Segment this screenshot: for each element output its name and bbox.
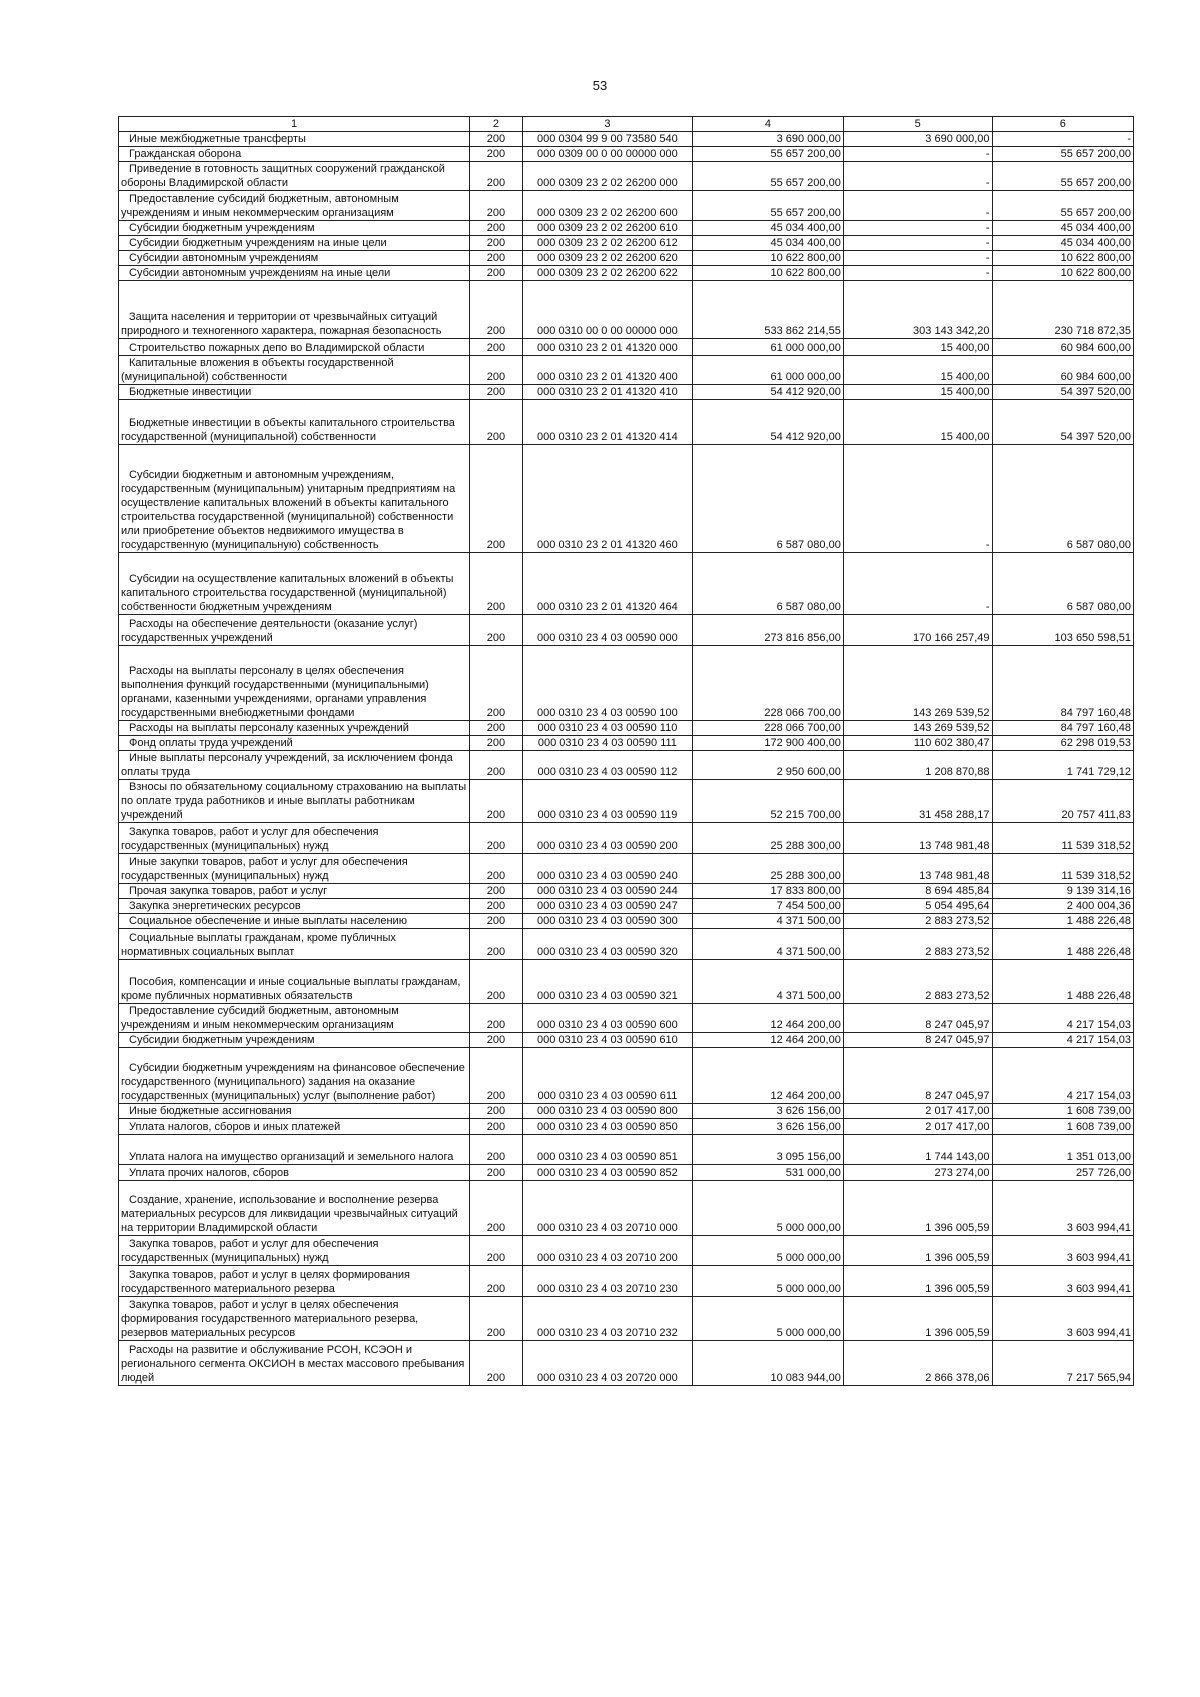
row-code-cell: 000 0310 23 4 03 00590 000 bbox=[522, 615, 692, 646]
row-grbs-cell: 200 bbox=[470, 445, 523, 553]
table-row bbox=[119, 721, 1134, 736]
row-col6-cell: 84 797 160,48 bbox=[992, 646, 1133, 721]
row-grbs-cell: 200 bbox=[470, 236, 523, 251]
row-col6-cell: 3 603 994,41 bbox=[992, 1181, 1133, 1236]
row-name-cell: Иные бюджетные ассигнования bbox=[119, 1104, 470, 1119]
row-code-cell: 000 0310 00 0 00 00000 000 bbox=[522, 281, 692, 339]
row-col4-cell: 2 950 600,00 bbox=[693, 751, 844, 780]
row-col6-cell: 1 488 226,48 bbox=[992, 929, 1133, 960]
row-col5-cell: 2 866 378,06 bbox=[843, 1341, 992, 1386]
row-code-cell: 000 0310 23 2 01 41320 464 bbox=[522, 553, 692, 615]
table-body bbox=[119, 132, 1134, 1386]
row-name-cell: Субсидии бюджетным учреждениям на иные цели bbox=[119, 236, 470, 251]
table-row bbox=[119, 553, 1134, 615]
row-col4-cell: 12 464 200,00 bbox=[693, 1048, 844, 1104]
row-name-cell: Бюджетные инвестиции в объекты капитального строительства государственной (муниципальной) собственности bbox=[119, 400, 470, 445]
row-col5-cell: - bbox=[843, 553, 992, 615]
row-name-cell: Фонд оплаты труда учреждений bbox=[119, 736, 470, 751]
row-col4-cell: 5 000 000,00 bbox=[693, 1236, 844, 1266]
row-name-cell: Закупка товаров, работ и услуг для обеспечения государственных (муниципальных) нужд bbox=[119, 823, 470, 854]
row-col5-cell: - bbox=[843, 251, 992, 266]
row-col6-cell: 2 400 004,36 bbox=[992, 899, 1133, 914]
row-col4-cell: 54 412 920,00 bbox=[693, 400, 844, 445]
row-name-cell: Расходы на выплаты персоналу в целях обеспечения выполнения функций государственными (муниципальными) органами, казенными учреждениями, органами управления государственными внебюджетными фондами bbox=[119, 646, 470, 721]
row-name-cell: Социальное обеспечение и иные выплаты населению bbox=[119, 914, 470, 929]
table-row bbox=[119, 385, 1134, 400]
row-code-cell: 000 0310 23 4 03 00590 320 bbox=[522, 929, 692, 960]
row-col5-cell: - bbox=[843, 445, 992, 553]
row-col4-cell: 55 657 200,00 bbox=[693, 147, 844, 162]
row-code-cell: 000 0310 23 4 03 00590 119 bbox=[522, 780, 692, 823]
row-code-cell: 000 0310 23 4 03 20710 230 bbox=[522, 1266, 692, 1297]
row-code-cell: 000 0309 23 2 02 26200 610 bbox=[522, 221, 692, 236]
row-name-cell: Иные закупки товаров, работ и услуг для обеспечения государственных (муниципальных) нужд bbox=[119, 854, 470, 884]
row-grbs-cell: 200 bbox=[470, 1104, 523, 1119]
row-code-cell: 000 0310 23 4 03 00590 110 bbox=[522, 721, 692, 736]
row-grbs-cell: 200 bbox=[470, 132, 523, 147]
row-col4-cell: 10 083 944,00 bbox=[693, 1341, 844, 1386]
row-col4-cell: 25 288 300,00 bbox=[693, 823, 844, 854]
row-name-cell: Уплата налогов, сборов и иных платежей bbox=[119, 1119, 470, 1135]
row-name-cell: Предоставление субсидий бюджетным, автономным учреждениям и иным некоммерческим организациям bbox=[119, 191, 470, 221]
row-col4-cell: 4 371 500,00 bbox=[693, 914, 844, 929]
row-name-cell: Расходы на выплаты персоналу казенных учреждений bbox=[119, 721, 470, 736]
row-code-cell: 000 0310 23 4 03 00590 111 bbox=[522, 736, 692, 751]
row-col5-cell: 2 883 273,52 bbox=[843, 929, 992, 960]
row-col5-cell: 143 269 539,52 bbox=[843, 646, 992, 721]
row-code-cell: 000 0310 23 4 03 00590 851 bbox=[522, 1135, 692, 1165]
row-name-cell: Уплата налога на имущество организаций и земельного налога bbox=[119, 1135, 470, 1165]
row-grbs-cell: 200 bbox=[470, 1266, 523, 1297]
row-col4-cell: 12 464 200,00 bbox=[693, 1033, 844, 1048]
row-col6-cell: 1 741 729,12 bbox=[992, 751, 1133, 780]
row-code-cell: 000 0310 23 4 03 00590 247 bbox=[522, 899, 692, 914]
row-name-cell: Приведение в готовность защитных сооружений гражданской обороны Владимирской области bbox=[119, 162, 470, 191]
row-grbs-cell: 200 bbox=[470, 1181, 523, 1236]
row-code-cell: 000 0309 23 2 02 26200 600 bbox=[522, 191, 692, 221]
table-row bbox=[119, 1266, 1134, 1297]
row-col4-cell: 3 690 000,00 bbox=[693, 132, 844, 147]
row-col5-cell: 303 143 342,20 bbox=[843, 281, 992, 339]
row-name-cell: Создание, хранение, использование и восполнение резерва материальных ресурсов для ликвидации чрезвычайных ситуаций на территории Владимирской области bbox=[119, 1181, 470, 1236]
row-col4-cell: 172 900 400,00 bbox=[693, 736, 844, 751]
table-row bbox=[119, 1181, 1134, 1236]
row-grbs-cell: 200 bbox=[470, 721, 523, 736]
row-col5-cell: 8 247 045,97 bbox=[843, 1033, 992, 1048]
table-row bbox=[119, 736, 1134, 751]
row-col6-cell: 3 603 994,41 bbox=[992, 1297, 1133, 1341]
row-col4-cell: 55 657 200,00 bbox=[693, 162, 844, 191]
row-grbs-cell: 200 bbox=[470, 385, 523, 400]
row-col4-cell: 52 215 700,00 bbox=[693, 780, 844, 823]
row-grbs-cell: 200 bbox=[470, 162, 523, 191]
row-col4-cell: 55 657 200,00 bbox=[693, 191, 844, 221]
table-row bbox=[119, 929, 1134, 960]
row-col5-cell: 1 744 143,00 bbox=[843, 1135, 992, 1165]
row-col4-cell: 4 371 500,00 bbox=[693, 960, 844, 1004]
row-name-cell: Субсидии на осуществление капитальных вложений в объекты капитального строительства государственной (муниципальной) собственности бюджетным учреждениям bbox=[119, 553, 470, 615]
row-col6-cell: 60 984 600,00 bbox=[992, 339, 1133, 356]
table-row bbox=[119, 162, 1134, 191]
row-col6-cell: 54 397 520,00 bbox=[992, 400, 1133, 445]
row-grbs-cell: 200 bbox=[470, 221, 523, 236]
row-grbs-cell: 200 bbox=[470, 1004, 523, 1033]
row-code-cell: 000 0310 23 4 03 00590 100 bbox=[522, 646, 692, 721]
row-name-cell: Субсидии бюджетным учреждениям bbox=[119, 1033, 470, 1048]
column-header-4: 4 bbox=[693, 117, 844, 132]
row-grbs-cell: 200 bbox=[470, 929, 523, 960]
row-grbs-cell: 200 bbox=[470, 1048, 523, 1104]
row-col4-cell: 25 288 300,00 bbox=[693, 854, 844, 884]
row-grbs-cell: 200 bbox=[470, 281, 523, 339]
row-code-cell: 000 0309 23 2 02 26200 612 bbox=[522, 236, 692, 251]
row-col5-cell: 8 694 485,84 bbox=[843, 884, 992, 899]
row-code-cell: 000 0310 23 4 03 20710 200 bbox=[522, 1236, 692, 1266]
row-col6-cell: 84 797 160,48 bbox=[992, 721, 1133, 736]
row-col5-cell: 1 396 005,59 bbox=[843, 1297, 992, 1341]
row-code-cell: 000 0310 23 4 03 20720 000 bbox=[522, 1341, 692, 1386]
row-code-cell: 000 0310 23 4 03 00590 611 bbox=[522, 1048, 692, 1104]
row-name-cell: Субсидии бюджетным учреждениям bbox=[119, 221, 470, 236]
row-name-cell: Закупка товаров, работ и услуг в целях обеспечения формирования государственного материального резерва, резервов материальных ресурсов bbox=[119, 1297, 470, 1341]
row-col5-cell: 1 208 870,88 bbox=[843, 751, 992, 780]
row-col6-cell: 45 034 400,00 bbox=[992, 221, 1133, 236]
row-name-cell: Капитальные вложения в объекты государственной (муниципальной) собственности bbox=[119, 356, 470, 385]
row-col5-cell: - bbox=[843, 162, 992, 191]
row-col4-cell: 6 587 080,00 bbox=[693, 553, 844, 615]
row-col5-cell: 2 017 417,00 bbox=[843, 1119, 992, 1135]
row-col6-cell: 60 984 600,00 bbox=[992, 356, 1133, 385]
row-code-cell: 000 0310 23 4 03 00590 610 bbox=[522, 1033, 692, 1048]
row-col5-cell: - bbox=[843, 221, 992, 236]
row-col6-cell: 1 488 226,48 bbox=[992, 960, 1133, 1004]
row-col6-cell: 55 657 200,00 bbox=[992, 162, 1133, 191]
row-name-cell: Субсидии бюджетным учреждениям на финансовое обеспечение государственного (муниципального) задания на оказание государственных (муниципальных) услуг (выполнение работ) bbox=[119, 1048, 470, 1104]
row-grbs-cell: 200 bbox=[470, 751, 523, 780]
column-header-6: 6 bbox=[992, 117, 1133, 132]
row-col5-cell: 2 883 273,52 bbox=[843, 914, 992, 929]
row-code-cell: 000 0310 23 2 01 41320 400 bbox=[522, 356, 692, 385]
row-col4-cell: 61 000 000,00 bbox=[693, 356, 844, 385]
table-row bbox=[119, 751, 1134, 780]
table-row bbox=[119, 339, 1134, 356]
row-col5-cell: 2 017 417,00 bbox=[843, 1104, 992, 1119]
row-grbs-cell: 200 bbox=[470, 780, 523, 823]
table-row bbox=[119, 251, 1134, 266]
row-col5-cell: 1 396 005,59 bbox=[843, 1266, 992, 1297]
row-col6-cell: 62 298 019,53 bbox=[992, 736, 1133, 751]
row-code-cell: 000 0310 23 2 01 41320 414 bbox=[522, 400, 692, 445]
row-col5-cell: 143 269 539,52 bbox=[843, 721, 992, 736]
row-code-cell: 000 0310 23 4 03 20710 000 bbox=[522, 1181, 692, 1236]
row-col5-cell: 15 400,00 bbox=[843, 339, 992, 356]
row-grbs-cell: 200 bbox=[470, 553, 523, 615]
row-col5-cell: 13 748 981,48 bbox=[843, 823, 992, 854]
table-row bbox=[119, 1236, 1134, 1266]
row-name-cell: Закупка товаров, работ и услуг в целях формирования государственного материального резерва bbox=[119, 1266, 470, 1297]
row-col6-cell: 7 217 565,94 bbox=[992, 1341, 1133, 1386]
row-name-cell: Закупка товаров, работ и услуг для обеспечения государственных (муниципальных) нужд bbox=[119, 1236, 470, 1266]
row-grbs-cell: 200 bbox=[470, 615, 523, 646]
row-grbs-cell: 200 bbox=[470, 1297, 523, 1341]
row-name-cell: Прочая закупка товаров, работ и услуг bbox=[119, 884, 470, 899]
row-grbs-cell: 200 bbox=[470, 914, 523, 929]
row-col6-cell: 11 539 318,52 bbox=[992, 823, 1133, 854]
row-name-cell: Предоставление субсидий бюджетным, автономным учреждениям и иным некоммерческим организациям bbox=[119, 1004, 470, 1033]
row-col6-cell: 55 657 200,00 bbox=[992, 191, 1133, 221]
row-col4-cell: 5 000 000,00 bbox=[693, 1297, 844, 1341]
row-col6-cell: 4 217 154,03 bbox=[992, 1048, 1133, 1104]
row-col5-cell: 15 400,00 bbox=[843, 356, 992, 385]
row-col5-cell: - bbox=[843, 191, 992, 221]
row-grbs-cell: 200 bbox=[470, 1119, 523, 1135]
row-col6-cell: - bbox=[992, 132, 1133, 147]
column-header-1: 1 bbox=[119, 117, 470, 132]
row-name-cell: Строительство пожарных депо во Владимирской области bbox=[119, 339, 470, 356]
row-name-cell: Иные межбюджетные трансферты bbox=[119, 132, 470, 147]
table-row bbox=[119, 1048, 1134, 1104]
row-col4-cell: 4 371 500,00 bbox=[693, 929, 844, 960]
row-col5-cell: 8 247 045,97 bbox=[843, 1004, 992, 1033]
row-name-cell: Расходы на обеспечение деятельности (оказание услуг) государственных учреждений bbox=[119, 615, 470, 646]
row-col4-cell: 17 833 800,00 bbox=[693, 884, 844, 899]
row-name-cell: Взносы по обязательному социальному страхованию на выплаты по оплате труда работников и иные выплаты работникам учреждений bbox=[119, 780, 470, 823]
row-grbs-cell: 200 bbox=[470, 1341, 523, 1386]
row-grbs-cell: 200 bbox=[470, 960, 523, 1004]
table-row bbox=[119, 646, 1134, 721]
table-row bbox=[119, 1119, 1134, 1135]
row-col4-cell: 228 066 700,00 bbox=[693, 646, 844, 721]
table-row bbox=[119, 1004, 1134, 1033]
row-code-cell: 000 0309 23 2 02 26200 620 bbox=[522, 251, 692, 266]
row-col5-cell: - bbox=[843, 147, 992, 162]
row-code-cell: 000 0310 23 4 03 00590 600 bbox=[522, 1004, 692, 1033]
row-name-cell: Гражданская оборона bbox=[119, 147, 470, 162]
row-code-cell: 000 0310 23 4 03 20710 232 bbox=[522, 1297, 692, 1341]
row-col4-cell: 6 587 080,00 bbox=[693, 445, 844, 553]
row-col6-cell: 1 608 739,00 bbox=[992, 1119, 1133, 1135]
table-row bbox=[119, 899, 1134, 914]
column-header-5: 5 bbox=[843, 117, 992, 132]
row-col5-cell: 13 748 981,48 bbox=[843, 854, 992, 884]
row-col4-cell: 12 464 200,00 bbox=[693, 1004, 844, 1033]
row-col4-cell: 45 034 400,00 bbox=[693, 221, 844, 236]
row-col4-cell: 10 622 800,00 bbox=[693, 266, 844, 281]
row-col5-cell: 1 396 005,59 bbox=[843, 1181, 992, 1236]
row-name-cell: Пособия, компенсации и иные социальные выплаты гражданам, кроме публичных нормативных обязательств bbox=[119, 960, 470, 1004]
row-col4-cell: 45 034 400,00 bbox=[693, 236, 844, 251]
row-col6-cell: 45 034 400,00 bbox=[992, 236, 1133, 251]
row-grbs-cell: 200 bbox=[470, 1236, 523, 1266]
row-col5-cell: 1 396 005,59 bbox=[843, 1236, 992, 1266]
row-grbs-cell: 200 bbox=[470, 854, 523, 884]
row-col4-cell: 3 095 156,00 bbox=[693, 1135, 844, 1165]
row-col6-cell: 9 139 314,16 bbox=[992, 884, 1133, 899]
row-col6-cell: 3 603 994,41 bbox=[992, 1266, 1133, 1297]
table-row bbox=[119, 1104, 1134, 1119]
row-col6-cell: 11 539 318,52 bbox=[992, 854, 1133, 884]
row-col6-cell: 4 217 154,03 bbox=[992, 1004, 1133, 1033]
row-col5-cell: - bbox=[843, 236, 992, 251]
row-code-cell: 000 0310 23 4 03 00590 321 bbox=[522, 960, 692, 1004]
row-name-cell: Закупка энергетических ресурсов bbox=[119, 899, 470, 914]
table-row bbox=[119, 823, 1134, 854]
row-col5-cell: 3 690 000,00 bbox=[843, 132, 992, 147]
row-col4-cell: 3 626 156,00 bbox=[693, 1104, 844, 1119]
row-grbs-cell: 200 bbox=[470, 884, 523, 899]
row-code-cell: 000 0304 99 9 00 73580 540 bbox=[522, 132, 692, 147]
row-code-cell: 000 0310 23 4 03 00590 800 bbox=[522, 1104, 692, 1119]
column-header-2: 2 bbox=[470, 117, 523, 132]
row-col4-cell: 533 862 214,55 bbox=[693, 281, 844, 339]
row-code-cell: 000 0310 23 2 01 41320 000 bbox=[522, 339, 692, 356]
table-row bbox=[119, 132, 1134, 147]
row-col6-cell: 10 622 800,00 bbox=[992, 266, 1133, 281]
row-name-cell: Расходы на развитие и обслуживание РСОН, КСЭОН и регионального сегмента ОКСИОН в местах массового пребывания людей bbox=[119, 1341, 470, 1386]
row-grbs-cell: 200 bbox=[470, 251, 523, 266]
row-name-cell: Иные выплаты персоналу учреждений, за исключением фонда оплаты труда bbox=[119, 751, 470, 780]
row-code-cell: 000 0310 23 4 03 00590 300 bbox=[522, 914, 692, 929]
row-grbs-cell: 200 bbox=[470, 646, 523, 721]
row-col6-cell: 230 718 872,35 bbox=[992, 281, 1133, 339]
row-grbs-cell: 200 bbox=[470, 356, 523, 385]
row-col5-cell: 273 274,00 bbox=[843, 1165, 992, 1181]
row-grbs-cell: 200 bbox=[470, 266, 523, 281]
row-col6-cell: 4 217 154,03 bbox=[992, 1033, 1133, 1048]
page-number: 53 bbox=[592, 78, 608, 93]
table-row bbox=[119, 236, 1134, 251]
row-col6-cell: 55 657 200,00 bbox=[992, 147, 1133, 162]
row-col6-cell: 10 622 800,00 bbox=[992, 251, 1133, 266]
row-col4-cell: 5 000 000,00 bbox=[693, 1266, 844, 1297]
table-row bbox=[119, 884, 1134, 899]
row-col6-cell: 3 603 994,41 bbox=[992, 1236, 1133, 1266]
row-col4-cell: 54 412 920,00 bbox=[693, 385, 844, 400]
row-code-cell: 000 0309 00 0 00 00000 000 bbox=[522, 147, 692, 162]
table-row bbox=[119, 960, 1134, 1004]
row-name-cell: Субсидии автономным учреждениям на иные цели bbox=[119, 266, 470, 281]
row-code-cell: 000 0310 23 4 03 00590 244 bbox=[522, 884, 692, 899]
row-col6-cell: 257 726,00 bbox=[992, 1165, 1133, 1181]
table-row bbox=[119, 445, 1134, 553]
row-col5-cell: 15 400,00 bbox=[843, 400, 992, 445]
row-col4-cell: 5 000 000,00 bbox=[693, 1181, 844, 1236]
row-col5-cell: 110 602 380,47 bbox=[843, 736, 992, 751]
table-row bbox=[119, 1033, 1134, 1048]
row-name-cell: Субсидии бюджетным и автономным учреждениям, государственным (муниципальным) унитарным предприятиям на осуществление капитальных вложений в объекты капитального строительства государственной (муниципальной) собственности или приобретение объектов недвижимого имущества в государственную (муниципальную) собственность bbox=[119, 445, 470, 553]
row-code-cell: 000 0310 23 4 03 00590 200 bbox=[522, 823, 692, 854]
row-col4-cell: 531 000,00 bbox=[693, 1165, 844, 1181]
table-row bbox=[119, 1297, 1134, 1341]
row-grbs-cell: 200 bbox=[470, 400, 523, 445]
row-grbs-cell: 200 bbox=[470, 823, 523, 854]
row-col6-cell: 6 587 080,00 bbox=[992, 445, 1133, 553]
table-row bbox=[119, 1165, 1134, 1181]
row-col4-cell: 228 066 700,00 bbox=[693, 721, 844, 736]
row-col6-cell: 1 488 226,48 bbox=[992, 914, 1133, 929]
table-header-row bbox=[119, 117, 1134, 132]
row-col6-cell: 1 608 739,00 bbox=[992, 1104, 1133, 1119]
row-grbs-cell: 200 bbox=[470, 1135, 523, 1165]
table-row bbox=[119, 400, 1134, 445]
row-col5-cell: 31 458 288,17 bbox=[843, 780, 992, 823]
row-grbs-cell: 200 bbox=[470, 147, 523, 162]
row-code-cell: 000 0310 23 4 03 00590 240 bbox=[522, 854, 692, 884]
row-code-cell: 000 0309 23 2 02 26200 000 bbox=[522, 162, 692, 191]
table-row bbox=[119, 854, 1134, 884]
row-code-cell: 000 0310 23 2 01 41320 410 bbox=[522, 385, 692, 400]
row-name-cell: Уплата прочих налогов, сборов bbox=[119, 1165, 470, 1181]
table-row bbox=[119, 914, 1134, 929]
row-col5-cell: 15 400,00 bbox=[843, 385, 992, 400]
row-col4-cell: 3 626 156,00 bbox=[693, 1119, 844, 1135]
table-row bbox=[119, 615, 1134, 646]
row-code-cell: 000 0310 23 4 03 00590 852 bbox=[522, 1165, 692, 1181]
row-col4-cell: 7 454 500,00 bbox=[693, 899, 844, 914]
row-grbs-cell: 200 bbox=[470, 736, 523, 751]
row-grbs-cell: 200 bbox=[470, 1165, 523, 1181]
row-name-cell: Социальные выплаты гражданам, кроме публичных нормативных социальных выплат bbox=[119, 929, 470, 960]
row-col6-cell: 103 650 598,51 bbox=[992, 615, 1133, 646]
row-name-cell: Защита населения и территории от чрезвычайных ситуаций природного и техногенного характера, пожарная безопасность bbox=[119, 281, 470, 339]
row-grbs-cell: 200 bbox=[470, 899, 523, 914]
row-col6-cell: 1 351 013,00 bbox=[992, 1135, 1133, 1165]
row-grbs-cell: 200 bbox=[470, 339, 523, 356]
row-name-cell: Субсидии автономным учреждениям bbox=[119, 251, 470, 266]
row-col5-cell: - bbox=[843, 266, 992, 281]
column-header-3: 3 bbox=[522, 117, 692, 132]
table-row bbox=[119, 221, 1134, 236]
table-row bbox=[119, 780, 1134, 823]
row-code-cell: 000 0310 23 2 01 41320 460 bbox=[522, 445, 692, 553]
row-code-cell: 000 0309 23 2 02 26200 622 bbox=[522, 266, 692, 281]
row-col5-cell: 2 883 273,52 bbox=[843, 960, 992, 1004]
row-code-cell: 000 0310 23 4 03 00590 850 bbox=[522, 1119, 692, 1135]
table-row bbox=[119, 191, 1134, 221]
table-row bbox=[119, 1135, 1134, 1165]
row-col6-cell: 54 397 520,00 bbox=[992, 385, 1133, 400]
row-code-cell: 000 0310 23 4 03 00590 112 bbox=[522, 751, 692, 780]
table-row bbox=[119, 147, 1134, 162]
table-row bbox=[119, 1341, 1134, 1386]
row-grbs-cell: 200 bbox=[470, 1033, 523, 1048]
row-name-cell: Бюджетные инвестиции bbox=[119, 385, 470, 400]
table-row bbox=[119, 356, 1134, 385]
row-col5-cell: 5 054 495,64 bbox=[843, 899, 992, 914]
row-grbs-cell: 200 bbox=[470, 191, 523, 221]
row-col5-cell: 170 166 257,49 bbox=[843, 615, 992, 646]
row-col5-cell: 8 247 045,97 bbox=[843, 1048, 992, 1104]
table-row bbox=[119, 266, 1134, 281]
row-col6-cell: 6 587 080,00 bbox=[992, 553, 1133, 615]
budget-table bbox=[118, 116, 1134, 1386]
row-col4-cell: 10 622 800,00 bbox=[693, 251, 844, 266]
row-col4-cell: 61 000 000,00 bbox=[693, 339, 844, 356]
row-col6-cell: 20 757 411,83 bbox=[992, 780, 1133, 823]
table-row bbox=[119, 281, 1134, 339]
row-col4-cell: 273 816 856,00 bbox=[693, 615, 844, 646]
